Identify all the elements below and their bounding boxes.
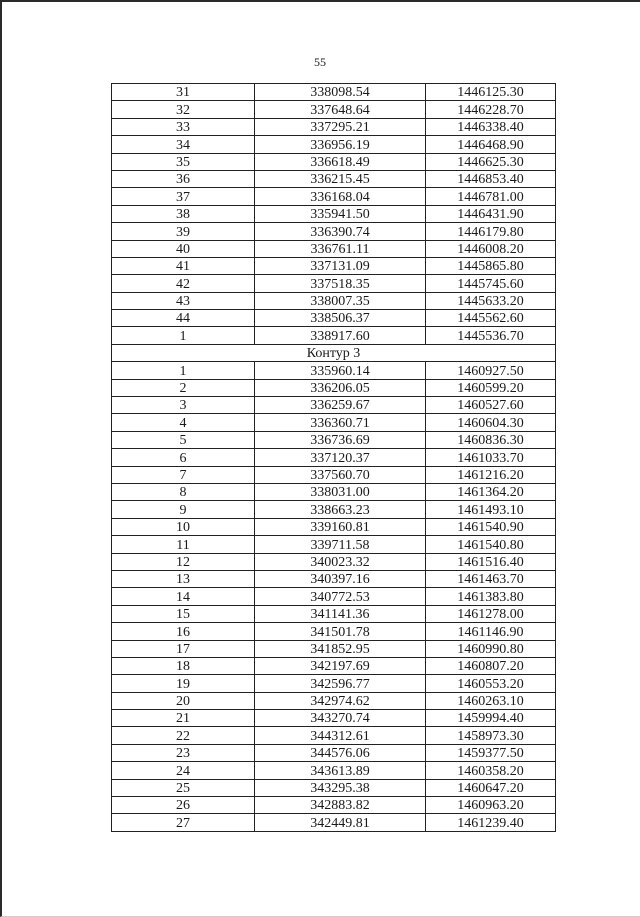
x-coordinate-cell: 336390.74 — [255, 223, 426, 240]
table-row — [112, 205, 556, 222]
y-coordinate-cell: 1445633.20 — [426, 292, 556, 309]
point-number-cell: 6 — [112, 449, 255, 466]
x-coordinate-cell: 339711.58 — [255, 536, 426, 553]
table-row — [112, 623, 556, 640]
table-row — [112, 588, 556, 605]
point-number-cell: 34 — [112, 136, 255, 153]
contour-header-row — [112, 344, 556, 361]
x-coordinate-cell: 338506.37 — [255, 310, 426, 327]
table-row — [112, 779, 556, 796]
y-coordinate-cell: 1460836.30 — [426, 431, 556, 448]
table-row — [112, 327, 556, 344]
x-coordinate-cell: 344312.61 — [255, 727, 426, 744]
x-coordinate-cell: 336736.69 — [255, 431, 426, 448]
x-coordinate-cell: 343613.89 — [255, 762, 426, 779]
y-coordinate-cell: 1459994.40 — [426, 710, 556, 727]
point-number-cell: 44 — [112, 310, 255, 327]
point-number-cell: 32 — [112, 101, 255, 118]
table-row — [112, 449, 556, 466]
table-row — [112, 797, 556, 814]
x-coordinate-cell: 340023.32 — [255, 553, 426, 570]
y-coordinate-cell: 1461216.20 — [426, 466, 556, 483]
point-number-cell: 19 — [112, 675, 255, 692]
x-coordinate-cell: 338098.54 — [255, 84, 426, 101]
point-number-cell: 41 — [112, 257, 255, 274]
y-coordinate-cell: 1461463.70 — [426, 570, 556, 587]
point-number-cell: 14 — [112, 588, 255, 605]
point-number-cell: 31 — [112, 84, 255, 101]
x-coordinate-cell: 336618.49 — [255, 153, 426, 170]
x-coordinate-cell: 341501.78 — [255, 623, 426, 640]
point-number-cell: 42 — [112, 275, 255, 292]
y-coordinate-cell: 1445745.60 — [426, 275, 556, 292]
point-number-cell: 7 — [112, 466, 255, 483]
y-coordinate-cell: 1459377.50 — [426, 744, 556, 761]
x-coordinate-cell: 337560.70 — [255, 466, 426, 483]
y-coordinate-cell: 1460599.20 — [426, 379, 556, 396]
point-number-cell: 36 — [112, 170, 255, 187]
x-coordinate-cell: 337648.64 — [255, 101, 426, 118]
x-coordinate-cell: 341852.95 — [255, 640, 426, 657]
x-coordinate-cell: 340397.16 — [255, 570, 426, 587]
x-coordinate-cell: 335941.50 — [255, 205, 426, 222]
table-row — [112, 692, 556, 709]
table-row — [112, 640, 556, 657]
y-coordinate-cell: 1461278.00 — [426, 605, 556, 622]
table-row — [112, 553, 556, 570]
point-number-cell: 9 — [112, 501, 255, 518]
table-row — [112, 483, 556, 500]
point-number-cell: 16 — [112, 623, 255, 640]
y-coordinate-cell: 1461383.80 — [426, 588, 556, 605]
y-coordinate-cell: 1446125.30 — [426, 84, 556, 101]
table-row — [112, 605, 556, 622]
table-row — [112, 518, 556, 535]
table-row — [112, 84, 556, 101]
table-row — [112, 240, 556, 257]
x-coordinate-cell: 343295.38 — [255, 779, 426, 796]
table-row — [112, 710, 556, 727]
y-coordinate-cell: 1460604.30 — [426, 414, 556, 431]
x-coordinate-cell: 341141.36 — [255, 605, 426, 622]
x-coordinate-cell: 340772.53 — [255, 588, 426, 605]
point-number-cell: 39 — [112, 223, 255, 240]
x-coordinate-cell: 336956.19 — [255, 136, 426, 153]
x-coordinate-cell: 342449.81 — [255, 814, 426, 831]
table-row — [112, 536, 556, 553]
page-number: 55 — [314, 55, 326, 69]
y-coordinate-cell: 1446338.40 — [426, 118, 556, 135]
table-row — [112, 257, 556, 274]
table-body-bottom — [112, 362, 556, 832]
point-number-cell: 3 — [112, 397, 255, 414]
y-coordinate-cell: 1461540.90 — [426, 518, 556, 535]
point-number-cell: 24 — [112, 762, 255, 779]
x-coordinate-cell: 337295.21 — [255, 118, 426, 135]
x-coordinate-cell: 336215.45 — [255, 170, 426, 187]
x-coordinate-cell: 337131.09 — [255, 257, 426, 274]
table-row — [112, 501, 556, 518]
y-coordinate-cell: 1460990.80 — [426, 640, 556, 657]
point-number-cell: 15 — [112, 605, 255, 622]
table-row — [112, 292, 556, 309]
point-number-cell: 2 — [112, 379, 255, 396]
table-row — [112, 153, 556, 170]
coordinates-table — [111, 83, 556, 832]
table-row — [112, 397, 556, 414]
y-coordinate-cell: 1446781.00 — [426, 188, 556, 205]
y-coordinate-cell: 1461493.10 — [426, 501, 556, 518]
x-coordinate-cell: 342974.62 — [255, 692, 426, 709]
point-number-cell: 25 — [112, 779, 255, 796]
table-row — [112, 223, 556, 240]
point-number-cell: 10 — [112, 518, 255, 535]
y-coordinate-cell: 1461033.70 — [426, 449, 556, 466]
contour-section-header — [112, 344, 556, 361]
y-coordinate-cell: 1460927.50 — [426, 362, 556, 379]
x-coordinate-cell: 338031.00 — [255, 483, 426, 500]
y-coordinate-cell: 1460358.20 — [426, 762, 556, 779]
table-row — [112, 414, 556, 431]
y-coordinate-cell: 1445865.80 — [426, 257, 556, 274]
x-coordinate-cell: 337120.37 — [255, 449, 426, 466]
point-number-cell: 13 — [112, 570, 255, 587]
x-coordinate-cell: 336168.04 — [255, 188, 426, 205]
y-coordinate-cell: 1461516.40 — [426, 553, 556, 570]
point-number-cell: 35 — [112, 153, 255, 170]
table-row — [112, 814, 556, 831]
y-coordinate-cell: 1460527.60 — [426, 397, 556, 414]
point-number-cell: 23 — [112, 744, 255, 761]
y-coordinate-cell: 1446625.30 — [426, 153, 556, 170]
y-coordinate-cell: 1460263.10 — [426, 692, 556, 709]
y-coordinate-cell: 1461146.90 — [426, 623, 556, 640]
table-row — [112, 118, 556, 135]
point-number-cell: 1 — [112, 362, 255, 379]
table-row — [112, 744, 556, 761]
point-number-cell: 1 — [112, 327, 255, 344]
point-number-cell: 5 — [112, 431, 255, 448]
point-number-cell: 40 — [112, 240, 255, 257]
table-row — [112, 466, 556, 483]
x-coordinate-cell: 338917.60 — [255, 327, 426, 344]
table-row — [112, 727, 556, 744]
y-coordinate-cell: 1446468.90 — [426, 136, 556, 153]
x-coordinate-cell: 335960.14 — [255, 362, 426, 379]
point-number-cell: 27 — [112, 814, 255, 831]
y-coordinate-cell: 1460807.20 — [426, 657, 556, 674]
table-row — [112, 362, 556, 379]
y-coordinate-cell: 1461540.80 — [426, 536, 556, 553]
table-row — [112, 657, 556, 674]
table-row — [112, 762, 556, 779]
y-coordinate-cell: 1446853.40 — [426, 170, 556, 187]
y-coordinate-cell: 1446431.90 — [426, 205, 556, 222]
point-number-cell: 38 — [112, 205, 255, 222]
x-coordinate-cell: 336206.05 — [255, 379, 426, 396]
y-coordinate-cell: 1445562.60 — [426, 310, 556, 327]
x-coordinate-cell: 338663.23 — [255, 501, 426, 518]
table-row — [112, 310, 556, 327]
y-coordinate-cell: 1446179.80 — [426, 223, 556, 240]
table-row — [112, 675, 556, 692]
x-coordinate-cell: 336761.11 — [255, 240, 426, 257]
y-coordinate-cell: 1446228.70 — [426, 101, 556, 118]
table-row — [112, 431, 556, 448]
point-number-cell: 26 — [112, 797, 255, 814]
point-number-cell: 4 — [112, 414, 255, 431]
point-number-cell: 22 — [112, 727, 255, 744]
table-row — [112, 570, 556, 587]
point-number-cell: 20 — [112, 692, 255, 709]
y-coordinate-cell: 1461364.20 — [426, 483, 556, 500]
x-coordinate-cell: 342197.69 — [255, 657, 426, 674]
x-coordinate-cell: 342883.82 — [255, 797, 426, 814]
x-coordinate-cell: 337518.35 — [255, 275, 426, 292]
x-coordinate-cell: 336259.67 — [255, 397, 426, 414]
y-coordinate-cell: 1458973.30 — [426, 727, 556, 744]
point-number-cell: 21 — [112, 710, 255, 727]
y-coordinate-cell: 1461239.40 — [426, 814, 556, 831]
point-number-cell: 37 — [112, 188, 255, 205]
x-coordinate-cell: 343270.74 — [255, 710, 426, 727]
point-number-cell: 18 — [112, 657, 255, 674]
x-coordinate-cell: 344576.06 — [255, 744, 426, 761]
x-coordinate-cell: 339160.81 — [255, 518, 426, 535]
y-coordinate-cell: 1460647.20 — [426, 779, 556, 796]
x-coordinate-cell: 338007.35 — [255, 292, 426, 309]
table-row — [112, 170, 556, 187]
table-row — [112, 379, 556, 396]
y-coordinate-cell: 1446008.20 — [426, 240, 556, 257]
table-body-top — [112, 84, 556, 345]
point-number-cell: 17 — [112, 640, 255, 657]
point-number-cell: 12 — [112, 553, 255, 570]
x-coordinate-cell: 342596.77 — [255, 675, 426, 692]
contour-label: Контур 3 — [112, 344, 556, 361]
y-coordinate-cell: 1460553.20 — [426, 675, 556, 692]
point-number-cell: 11 — [112, 536, 255, 553]
table-row — [112, 136, 556, 153]
point-number-cell: 43 — [112, 292, 255, 309]
table-row — [112, 275, 556, 292]
x-coordinate-cell: 336360.71 — [255, 414, 426, 431]
y-coordinate-cell: 1460963.20 — [426, 797, 556, 814]
table-row — [112, 101, 556, 118]
y-coordinate-cell: 1445536.70 — [426, 327, 556, 344]
point-number-cell: 33 — [112, 118, 255, 135]
point-number-cell: 8 — [112, 483, 255, 500]
table-row — [112, 188, 556, 205]
